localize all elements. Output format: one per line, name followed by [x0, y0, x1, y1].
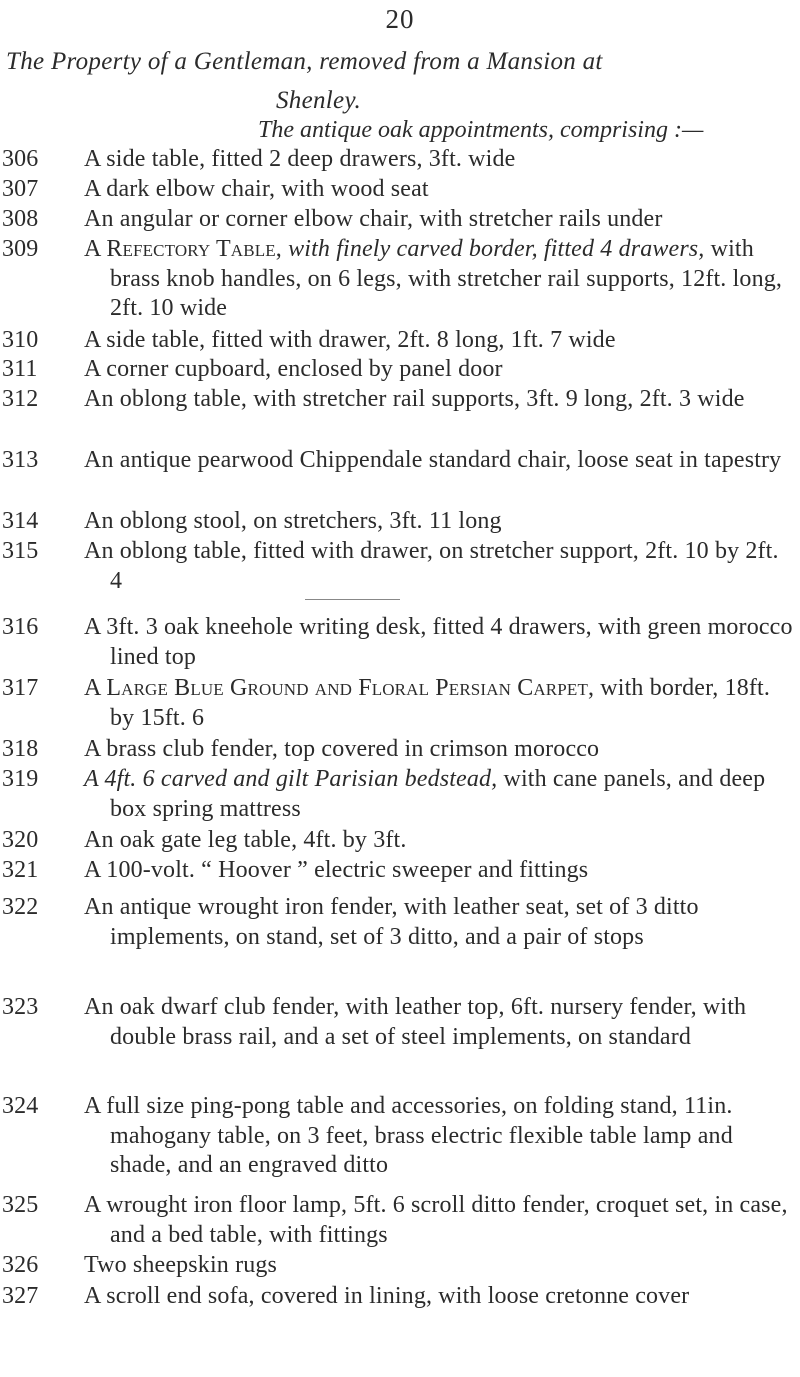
lot-description [84, 765, 796, 824]
lot-number: 322 [2, 894, 39, 920]
lot-description: An angular or corner elbow chair, with stretcher rails under [84, 206, 663, 232]
lot-description [84, 674, 796, 733]
lot-text-rest: with cane panels, and deep box spring mattress [110, 766, 766, 822]
lot-text-lead: A [84, 236, 101, 262]
section-heading [6, 42, 796, 120]
lot-number: 307 [2, 176, 39, 202]
lot-number: 321 [2, 857, 39, 883]
lot-text-lead: A [84, 675, 101, 701]
lot-number: 317 [2, 675, 39, 701]
lot-description: An oblong table, fitted with drawer, on stretcher support, 2ft. 10 by 2ft. 4 [84, 538, 779, 594]
lot-number: 323 [2, 994, 39, 1020]
lot-description: An oak dwarf club fender, with leather top, 6ft. nursery fender, with double brass rail, and a set of steel implements, on standard [84, 994, 747, 1050]
lot-number: 310 [2, 327, 39, 353]
lot-text-italic: with finely carved border, fitted 4 drawers, [288, 236, 705, 262]
lot-title-caps: Refectory Table, [106, 236, 282, 262]
lot-title-caps: Large Blue Ground and Floral Persian Carpet, [106, 675, 595, 701]
lot-number: 315 [2, 538, 39, 564]
intro-text: The antique oak appointments, comprising :— [258, 117, 704, 143]
lot-number: 309 [2, 236, 39, 262]
lot-description: A side table, fitted with drawer, 2ft. 8 long, 1ft. 7 wide [84, 327, 616, 353]
heading-line-2: Shenley. [276, 87, 362, 114]
lot-description: A side table, fitted 2 deep drawers, 3ft. wide [84, 146, 516, 172]
lot-number: 327 [2, 1283, 39, 1309]
divider [305, 599, 400, 600]
lot-description: An oak gate leg table, 4ft. by 3ft. [84, 827, 407, 853]
lot-description: A 3ft. 3 oak kneehole writing desk, fitted 4 drawers, with green morocco lined top [84, 614, 793, 670]
lot-number: 308 [2, 206, 39, 232]
lot-number: 319 [2, 766, 39, 792]
lot-number: 318 [2, 736, 39, 762]
lot-text-rest: with border, 18ft. by 15ft. 6 [110, 675, 770, 731]
lot-description: A brass club fender, top covered in crimson morocco [84, 736, 600, 762]
heading-line-1: The Property of a Gentleman, removed from a Mansion at [6, 48, 603, 75]
lot-description [84, 235, 796, 324]
lot-description: A 100-volt. “ Hoover ” electric sweeper and fittings [84, 857, 589, 883]
lot-number: 326 [2, 1252, 39, 1278]
lot-description: A corner cupboard, enclosed by panel door [84, 356, 503, 382]
lot-description: An oblong stool, on stretchers, 3ft. 11 long [84, 508, 502, 534]
lot-number: 311 [2, 356, 38, 382]
lot-description: A wrought iron floor lamp, 5ft. 6 scroll ditto fender, croquet set, in case, and a bed table, with fittings [84, 1192, 788, 1248]
lot-description: A full size ping-pong table and accessories, on folding stand, 11in. mahogany table, on 3 feet, brass electric flexible table lamp and shade, and an engraved ditto [84, 1093, 733, 1178]
lot-number: 312 [2, 386, 39, 412]
lot-text-italic: A 4ft. 6 carved and gilt Parisian bedstead, [84, 766, 498, 792]
lot-description: A dark elbow chair, with wood seat [84, 176, 429, 202]
lot-number: 316 [2, 614, 39, 640]
lot-number: 324 [2, 1093, 39, 1119]
lot-description: Two sheepskin rugs [84, 1252, 278, 1278]
lot-description: An antique wrought iron fender, with leather seat, set of 3 ditto implements, on stand, set of 3 ditto, and a pair of stops [84, 894, 699, 950]
lot-description: An oblong table, with stretcher rail supports, 3ft. 9 long, 2ft. 3 wide [84, 386, 745, 412]
page-number: 20 [385, 4, 415, 34]
lot-description: An antique pearwood Chippendale standard chair, loose seat in tapestry [84, 447, 782, 473]
lot-number: 325 [2, 1192, 39, 1218]
lot-text-rest: with brass knob handles, on 6 legs, with stretcher rail supports, 12ft. long, 2ft. 10 wide [110, 236, 783, 321]
lot-number: 306 [2, 146, 39, 172]
lot-description: A scroll end sofa, covered in lining, with loose cretonne cover [84, 1283, 690, 1309]
lot-number: 320 [2, 827, 39, 853]
lot-number: 314 [2, 508, 39, 534]
lot-number: 313 [2, 447, 39, 473]
